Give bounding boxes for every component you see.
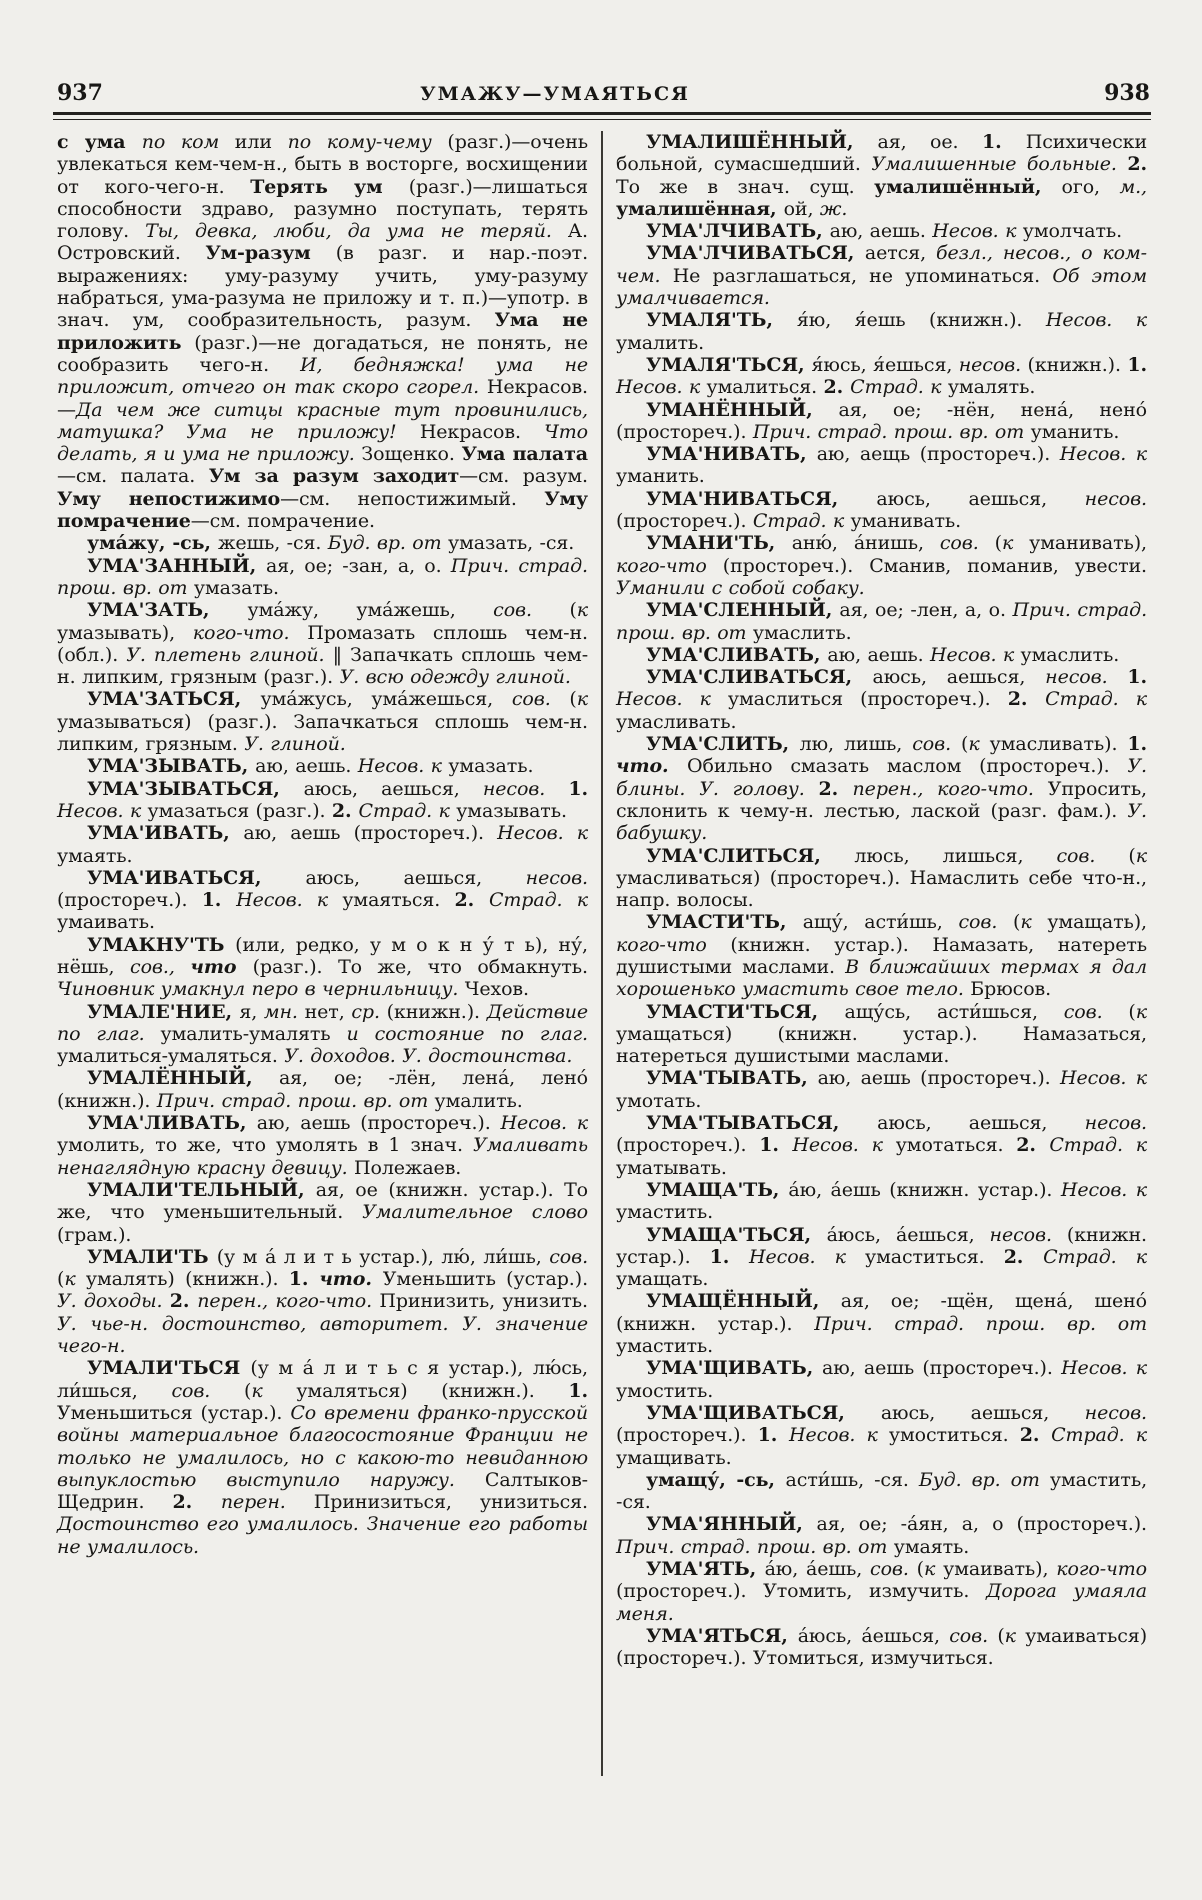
- dictionary-entry: УМА'СЛИВАТЬСЯ, аюсь, аешься, несов. 1. Несов. к умаслиться (простореч.). 2. Страд. к умасливать.: [616, 666, 1148, 733]
- dictionary-entry: ума́жу, -сь, жешь, -ся. Буд. вр. от умазать, -ся.: [87, 532, 575, 555]
- running-title: УМАЖУ—УМАЯТЬСЯ: [420, 83, 690, 105]
- page-number-left: 937: [57, 80, 103, 106]
- dictionary-entry: УМА'ЗАННЫЙ, ая, ое; -зан, а, о. Прич. страд. прош. вр. от умазать.: [57, 554, 589, 599]
- dictionary-entry: УМАЛИ'ТЬ (у м а́ л и т ь устар.), лю́, ли́шь, сов. (к умалять) (книжн.). 1. что. Уменьшить (устар.). У. доходы. 2. перен., кого-что. Принизить, унизить. У. чье-н. достоинство, авторитет. У. значение чего-н.: [57, 1245, 589, 1358]
- dictionary-entry: УМАЛЯ'ТЬ, я́ю, я́ешь (книжн.). Несов. к умалить.: [616, 309, 1147, 354]
- dictionary-entry: УМА'ЗАТЬСЯ, ума́жусь, ума́жешься, сов. (к умазываться) (разг.). Запачкаться сплошь чем-н. липким, грязным. У. глиной.: [57, 688, 588, 756]
- left-column: [57, 131, 588, 1669]
- dictionary-entry: УМАЛИ'ТЬСЯ (у м а́ л и т ь с я устар.), лю́сь, ли́шься, сов. (к умаляться) (книжн.). 1. Уменьшиться (устар.). Со времени франко-прусской войны материальное благосостояние Франции не только не умалилось, но с какою-то невиданною выпуклостью выступило наружу. Салтыков-Щедрин. 2. перен. Принизиться, унизиться. Достоинство его умалилось. Значение его работы не умалилось.: [57, 1357, 589, 1558]
- dictionary-entry: УМА'СЛИТЬ, лю, лишь, сов. (к умасливать). 1. что. Обильно смазать маслом (простореч.). У. блины. У. голову. 2. перен., кого-что. Упросить, склонить к чему-н. лестью, лаской (разг. фам.). У. бабушку.: [616, 733, 1148, 845]
- dictionary-entry: УМА'ТЫВАТЬ, аю, аешь (простореч.). Несов. к умотать.: [616, 1067, 1148, 1112]
- dictionary-entry: УМА'СЛЕННЫЙ, ая, ое; -лен, а, о. Прич. страд. прош. вр. от умаслить.: [616, 599, 1148, 644]
- dictionary-entry: УМА'ЛЧИВАТЬ, аю, аешь. Несов. к умолчать.: [646, 220, 1123, 243]
- header-rule-thin: [53, 119, 1151, 120]
- dictionary-entry: умащу́, -сь, асти́шь, -ся. Буд. вр. от умастить, -ся.: [616, 1468, 1148, 1514]
- dictionary-entry: УМАЛИШЁННЫЙ, ая, ое. 1. Психически больной, сумасшедший. Умалишенные больные. 2. То же в знач. сущ. умалишённый, ого, м., умалишённая, ой, ж.: [616, 131, 1148, 220]
- dictionary-entry: УМАЛЯ'ТЬСЯ, я́юсь, я́ешься, несов. (книжн.). 1. Несов. к умалиться. 2. Страд. к умалять.: [616, 353, 1147, 399]
- page-number-right: 938: [1104, 80, 1150, 106]
- dictionary-entry: УМАКНУ'ТЬ (или, редко, у м о к н у́ т ь), ну́, нёшь, сов., что (разг.). То же, что обмакнуть. Чиновник умакнул перо в чернильницу. Чехов.: [57, 933, 588, 1001]
- dictionary-entry: УМАЛИ'ТЕЛЬНЫЙ, ая, ое (книжн. устар.). То же, что уменьшительный. Умалительное слово (грам.).: [57, 1178, 588, 1246]
- dictionary-entry: УМА'ЛИВАТЬ, аю, аешь (простореч.). Несов. к умолить, то же, что умолять в 1 знач. Умаливать ненаглядную красну девицу. Полежаев.: [57, 1112, 588, 1179]
- page-header: [55, 80, 1150, 108]
- dictionary-entry: УМА'ЩИВАТЬ, аю, аешь (простореч.). Несов. к умостить.: [616, 1357, 1147, 1402]
- dictionary-entry: УМА'ЩИВАТЬСЯ, аюсь, аешься, несов. (простореч.). 1. Несов. к умоститься. 2. Страд. к умащивать.: [616, 1401, 1148, 1469]
- dictionary-entry: УМА'ЗЫВАТЬ, аю, аешь. Несов. к умазать.: [87, 755, 534, 778]
- header-rule-thick: [53, 112, 1151, 115]
- dictionary-entry: УМАЩА'ТЬСЯ, а́юсь, а́ешься, несов. (книжн. устар.). 1. Несов. к умаститься. 2. Страд. к умащать.: [616, 1223, 1147, 1291]
- dictionary-entry: УМАЛЁННЫЙ, ая, ое; -лён, лена́, лено́ (книжн.). Прич. страд. прош. вр. от умалить.: [57, 1067, 588, 1112]
- dictionary-entry: УМА'СЛИВАТЬ, аю, аешь. Несов. к умаслить.: [646, 643, 1120, 666]
- dictionary-entry: УМА'ИВАТЬСЯ, аюсь, аешься, несов. (простореч.). 1. Несов. к умаяться. 2. Страд. к умаивать.: [57, 866, 588, 934]
- dictionary-entry: УМАНЁННЫЙ, ая, ое; -нён, нена́, нено́ (простореч.). Прич. страд. прош. вр. от уманить.: [616, 398, 1147, 443]
- dictionary-entry: УМАЛЕ'НИЕ, я, мн. нет, ср. (книжн.). Действие по глаг. умалить-умалять и состояние по глаг. умалиться-умаляться. У. доходов. У. достоинства.: [57, 1000, 589, 1068]
- dictionary-entry: УМА'ЯТЬСЯ, а́юсь, а́ешься, сов. (к умаиваться) (простореч.). Утомиться, измучиться.: [616, 1624, 1148, 1670]
- right-column: [616, 131, 1147, 1669]
- dictionary-entry: УМА'ЛЧИВАТЬСЯ, ается, безл., несов., о ком-чем. Не разглашаться, не упоминаться. Об этом умалчивается.: [616, 242, 1147, 310]
- dictionary-entry: УМАЩА'ТЬ, а́ю, а́ешь (книжн. устар.). Несов. к умастить.: [616, 1178, 1147, 1224]
- dictionary-entry: УМА'ЗЫВАТЬСЯ, аюсь, аешься, несов. 1. Несов. к умазаться (разг.). 2. Страд. к умазывать.: [57, 777, 588, 822]
- dictionary-entry: с ума по ком или по кому-чему (разг.)—очень увлекаться кем-чем-н., быть в восторге, восхищении от кого-чего-н. Терять ум (разг.)—лишаться способности здраво, разумно поступать, терять голову. Ты, девка, люби, да ума не теряй. А. Островский. Ум-разум (в разг. и нар.-поэт. выражениях: уму-разуму учить, уму-разуму набраться, ума-разума не приложу и т. п.)—употр. в знач. ум, сообразительность, разум. Ума не приложить (разг.)—не догадаться, не понять, не сообразить чего-н. И, бедняжка! ума не приложит, отчего он так скоро сгорел. Некрасов.—Да чем же ситцы красные тут провинились, матушка? Ума не приложу! Некрасов. Что делать, я и ума не приложу. Зощенко. Ума палата—см. палата. Ум за разум заходит—см. разум. Уму непостижимо—см. непостижимый. Уму помрачение—см. помрачение.: [57, 131, 589, 533]
- dictionary-entry: УМА'ЯТЬ, а́ю, а́ешь, сов. (к умаивать), кого-что (простореч.). Утомить, измучить. Дорога умаяла меня.: [616, 1558, 1147, 1625]
- dictionary-entry: УМА'НИВАТЬСЯ, аюсь, аешься, несов. (простореч.). Страд. к уманивать.: [616, 487, 1147, 533]
- dictionary-entry: УМА'ЗАТЬ, ума́жу, ума́жешь, сов. (к умазывать), кого-что. Промазать сплошь чем-н. (обл.). У. плетень глиной. ‖ Запачкать сплошь чем-н. липким, грязным (разг.). У. всю одежду глиной.: [57, 599, 589, 689]
- dictionary-entry: УМА'ЯННЫЙ, ая, ое; -а́ян, а, о (простореч.). Прич. страд. прош. вр. от умаять.: [616, 1513, 1147, 1558]
- dictionary-entry: УМА'ТЫВАТЬСЯ, аюсь, аешься, несов. (простореч.). 1. Несов. к умотаться. 2. Страд. к уматывать.: [616, 1112, 1147, 1179]
- column-divider-rule: [601, 131, 603, 1776]
- dictionary-entry: УМАСТИ'ТЬСЯ, ащу́сь, асти́шься, сов. (к умащаться) (книжн. устар.). Намазаться, натереться душистыми маслами.: [616, 1000, 1147, 1068]
- dictionary-entry: УМА'НИВАТЬ, аю, аещь (простореч.). Несов. к уманить.: [616, 443, 1147, 488]
- dictionary-entry: УМА'СЛИТЬСЯ, люсь, лишься, сов. (к умасливаться) (простореч.). Намаслить себе что-н., напр. волосы.: [616, 844, 1147, 912]
- dictionary-entry: УМАСТИ'ТЬ, ащу́, асти́шь, сов. (к умащать), кого-что (книжн. устар.). Намазать, натереть душистыми маслами. В ближайших термах я дал хорошенько умастить свое тело. Брюсов.: [616, 911, 1147, 1001]
- dictionary-entry: УМАЩЁННЫЙ, ая, ое; -щён, щена́, шено́ (книжн. устар.). Прич. страд. прош. вр. от умастить.: [616, 1290, 1147, 1358]
- dictionary-entry: УМАНИ'ТЬ, аню́, а́нишь, сов. (к уманивать), кого-что (простореч.). Сманив, поманив, увести. Уманили с собой собаку.: [616, 532, 1148, 599]
- dictionary-entry: УМА'ИВАТЬ, аю, аешь (простореч.). Несов. к умаять.: [57, 822, 588, 867]
